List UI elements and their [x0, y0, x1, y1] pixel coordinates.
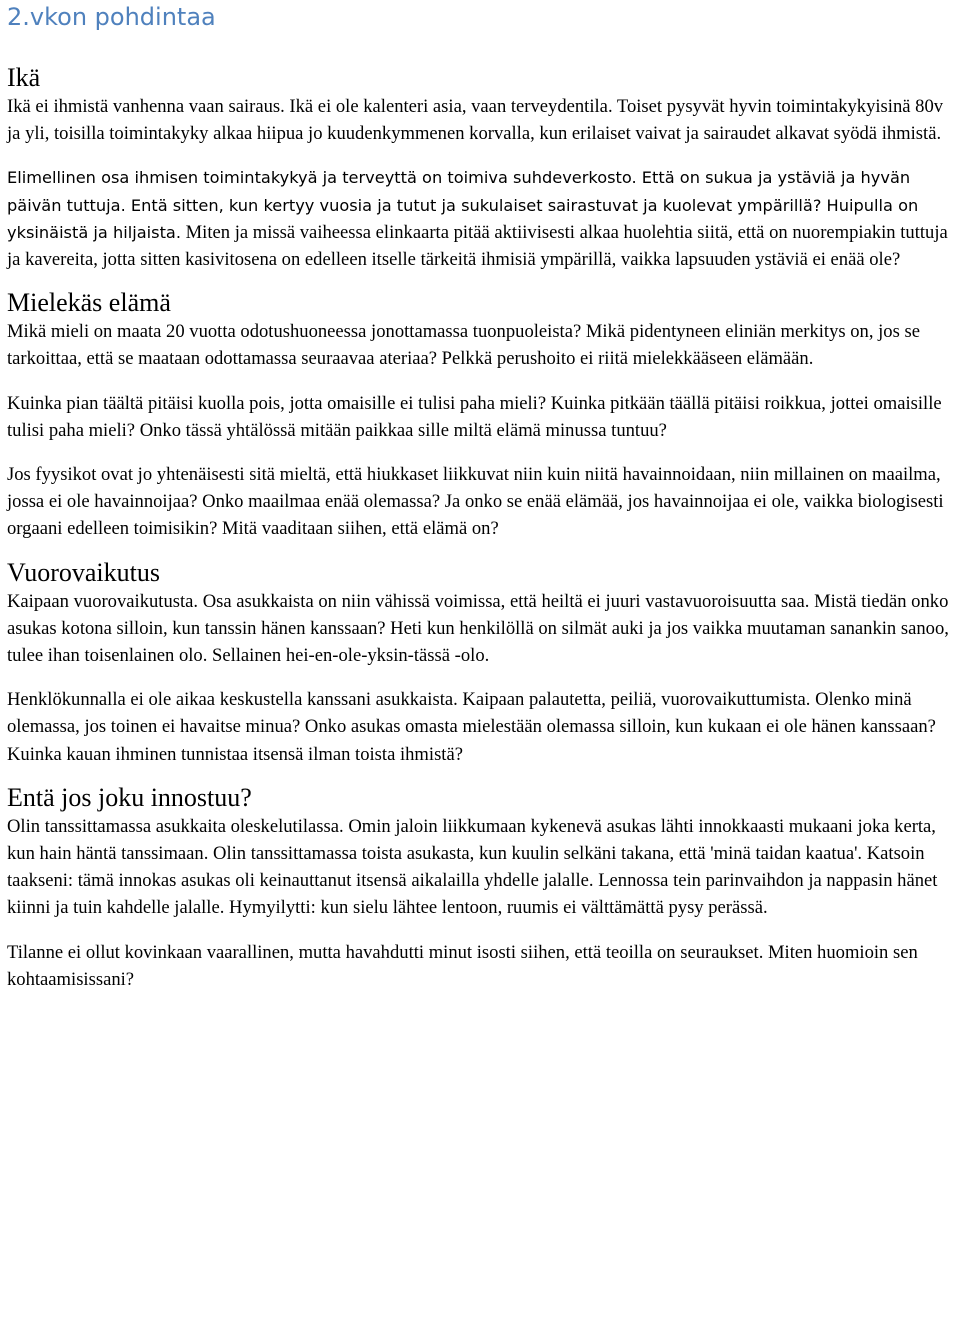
paragraph: Henklökunnalla ei ole aikaa keskustella kanssani asukkaista. Kaipaan palautetta, peiliä, vuorovaikuttumista. Olenko minä olemassa, jos toinen ei havaitse minua? Onko asukas omasta mielestään olemassa silloin, kun kukaan ei ole hänen kanssaan? Kuinka kauan ihminen tunnistaa itsensä ilman toista ihmistä? [7, 689, 936, 765]
section-heading: Vuorovaikutus [7, 557, 160, 587]
section-vuorovaikutus [7, 558, 955, 768]
section-enta-jos-joku-innostuu [7, 783, 955, 993]
document-page [7, 0, 955, 993]
paragraph: Mikä mieli on maata 20 vuotta odotushuoneessa jonottamassa tuonpuoleista? Mikä pidentyneen eliniän merkitys on, jos se tarkoittaa, että se maataan odottamassa seuraavaa ateriaa? Pelkkä perushoito ei riitä mielekkääseen elämään. [7, 321, 920, 370]
section-mielekas-elama [7, 288, 955, 542]
paragraph: Ikä ei ihmistä vanhenna vaan sairaus. Ikä ei ole kalenteri asia, vaan terveydentila. Toiset pysyvät hyvin toimintakykyisinä 80v ja yli, toisilla toimintakyky alkaa hiipua jo kuudenkymmenen korvalla, kun erilaiset vaivat ja sairaudet alkavat syödä ihmistä. [7, 96, 944, 145]
section-ika [7, 63, 955, 273]
paragraph: Olin tanssittamassa asukkaita oleskelutilassa. Omin jaloin liikkumaan kykenevä asukas lähti innokkaasti mukaani joka kerta, kun hain häntä tanssimaan. Olin tanssittamassa toista asukasta, kun kuulin selkäni takana, että 'minä taidan kaatua'. Katsoin taakseni: tämä innokas asukas oli keinauttanut itsensä aikalailla yhdelle jalalle. Lennossa tein parinvaihdon ja nappasin hänet kiinni ja tuin kahdelle jalalle. Hymyilytti: kun sielu lähtee lentoon, ruumis ei välttämättä pysy perässä. [7, 815, 938, 919]
paragraph: Tilanne ei ollut kovinkaan vaarallinen, mutta havahdutti minut isosti siihen, että teoilla on seuraukset. Miten huomioin sen kohtaamisissani? [7, 941, 918, 990]
paragraph: Jos fyysikot ovat jo yhtenäisesti sitä mieltä, että hiukkaset liikkuvat niin kuin niitä havainnoidaan, niin millainen on maailma, jossa ei ole havainnoijaa? Onko maailmaa enää olemassa? Ja onko se enää elämää, jos havainnoijaa ei ole, vaikka biologisesti orgaani edelleen toimisikin? Mitä vaaditaan siihen, että elämä on? [7, 464, 944, 540]
paragraph-segment: Miten ja missä vaiheessa elinkaarta pitää aktiivisesti alkaa huolehtia siitä, että on nuorempiakin tuttuja ja kavereita, jotta sitten kasivitosena on edelleen itselle tärkeitä ihmisiä ympärillä, vaikka lapsuuden ystäviä ei enää ole? [7, 221, 948, 271]
paragraph: Kuinka pian täältä pitäisi kuolla pois, jotta omaisille ei tulisi paha mieli? Kuinka pitkään täällä pitäisi roikkua, jottei omaisille tulisi paha mieli? Onko tässä yhtälössä mitään paikkaa sille miltä elämä minussa tuntuu? [7, 392, 942, 441]
document-title: 2.vkon pohdintaa [7, 3, 216, 31]
paragraph-segment: Elimellinen osa ihmisen toimintakykyä ja terveyttä on toimiva suhdeverkosto. [7, 168, 637, 188]
section-heading: Entä jos joku innostuu? [7, 782, 252, 812]
section-heading: Ikä [7, 63, 41, 92]
section-heading: Mielekäs elämä [7, 288, 171, 318]
paragraph: Kaipaan vuorovaikutusta. Osa asukkaista on niin vähissä voimissa, että heiltä ei juuri vastavuoroisuutta saa. Mistä tiedän onko asukas kotona silloin, kun tanssin hänen kanssaan? Heti kun henkilöllä on silmät auki ja jos vaikka muutaman sanankin sanoo, tulee ihan toisenlainen olo. Sellainen hei-en-ole-yksin-tässä -olo. [7, 590, 949, 667]
paragraph-segment: Että on sukua ja ystäviä ja hyvän päivän tuttuja. Entä sitten, kun kertyy vuosia ja tutut ja sukulaiset sairastuvat ja kuolevat ympärillä? Huipulla on yksinäistä ja hiljaista. [7, 168, 919, 242]
paragraph [7, 164, 955, 273]
